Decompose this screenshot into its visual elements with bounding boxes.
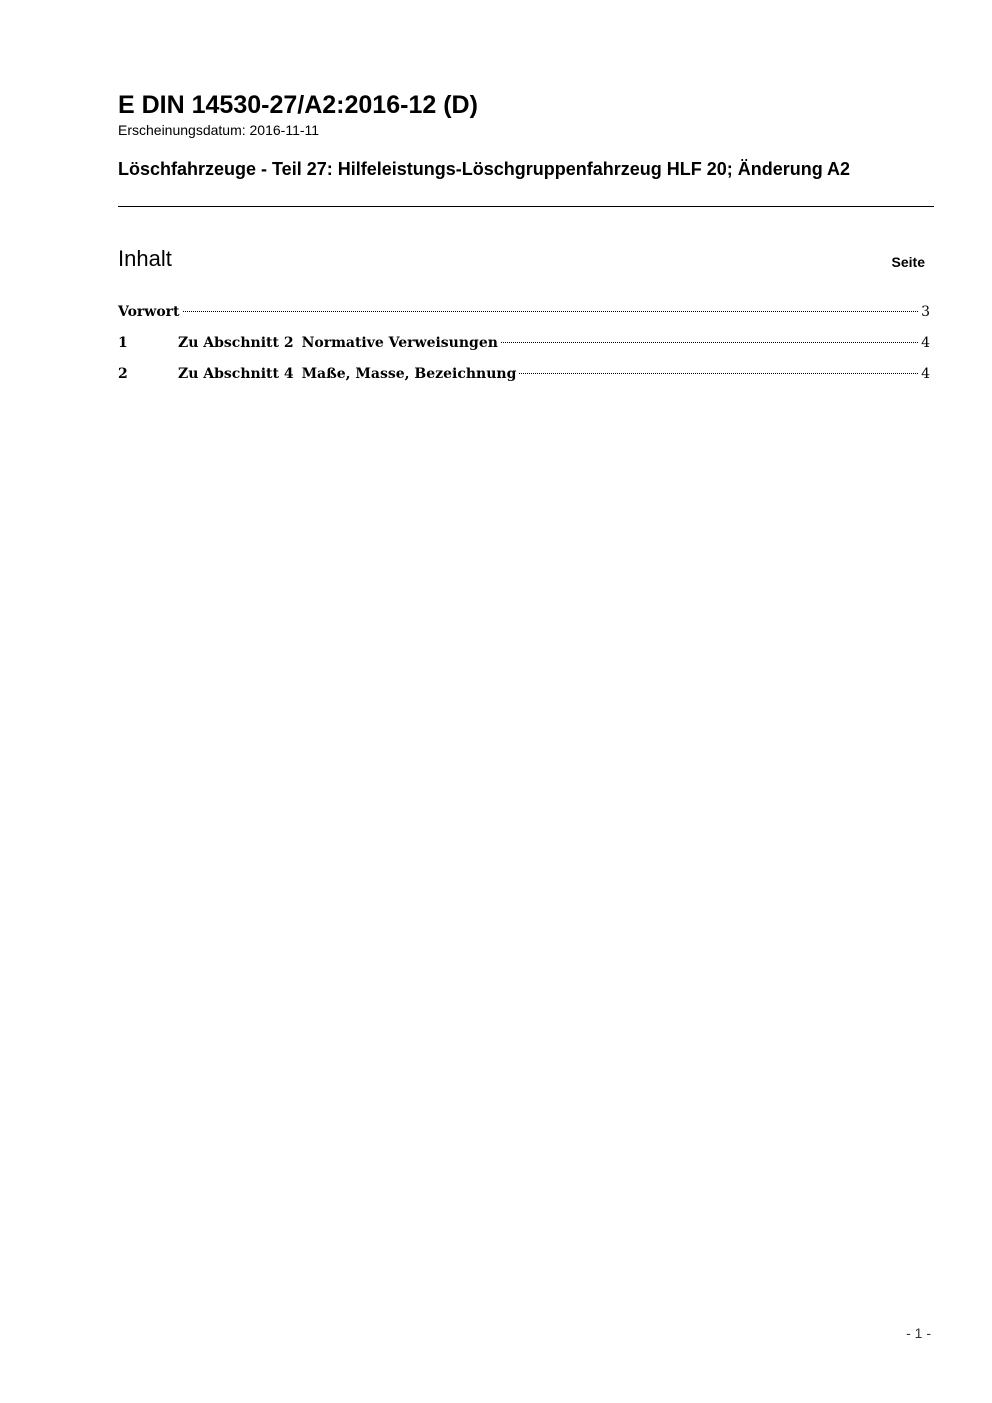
toc-entry-section: Zu Abschnitt 2: [178, 335, 294, 351]
document-title: Löschfahrzeuge - Teil 27: Hilfeleistungs-Löschgruppenfahrzeug HLF 20; Änderung A2: [118, 159, 851, 179]
toc-entry-page: 3: [921, 304, 930, 320]
toc-entry-section: Zu Abschnitt 4: [178, 366, 294, 382]
toc-entry-1[interactable]: [118, 333, 930, 353]
publication-date: Erscheinungsdatum: 2016-11-11: [118, 122, 320, 138]
toc-leader-dots: [183, 311, 919, 312]
toc-leader-dots: [501, 342, 918, 343]
document-code: E DIN 14530-27/A2:2016-12 (D): [118, 91, 478, 119]
toc-entry-number: 2: [118, 366, 128, 382]
toc-entry-2[interactable]: [118, 364, 930, 384]
title-divider: [118, 206, 934, 207]
toc-entry-page: 4: [921, 366, 930, 382]
toc-leader-dots: [519, 373, 918, 374]
toc-entry-vorwort[interactable]: [118, 302, 930, 322]
toc-entry-title: Maße, Masse, Bezeichnung: [301, 366, 517, 382]
page-number: - 1 -: [906, 1325, 931, 1341]
toc-page-column-label: Seite: [891, 254, 925, 270]
toc-entry-title: Normative Verweisungen: [301, 335, 498, 351]
table-of-contents: [118, 302, 930, 395]
toc-entry-number: 1: [118, 335, 128, 351]
toc-entry-page: 4: [921, 335, 930, 351]
toc-heading: Inhalt: [118, 246, 172, 271]
toc-entry-title: Vorwort: [118, 304, 180, 320]
